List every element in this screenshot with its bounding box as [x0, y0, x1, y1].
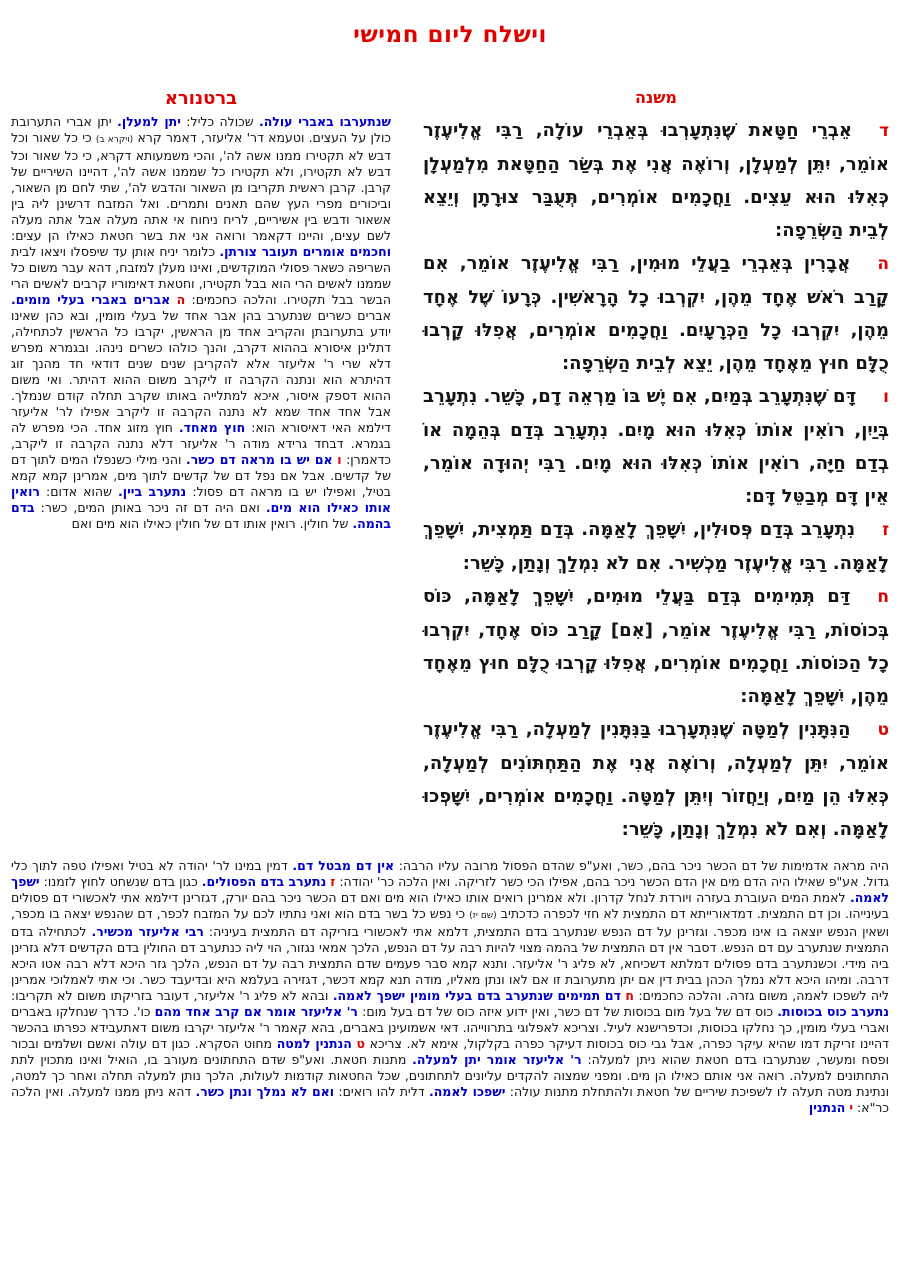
- commentary-text: לאמת המים העוברת בעזרה ויורדת לנחל קדרון. ולא אמרינן רואים אותו כאילו הוא מים ואם דם הכשר ניכר בהם יורק, דגזרינן דילמא אתי לאכשורי דם פסולים בעינייהו. וכן דם התמצית. דמדאורייתא דם התמצית לא חזי לכפרה כדכתיב: [11, 890, 889, 921]
- commentary-text: אברים כשרים שנתערב בהן אבר אחד של בעלי מומין, ובא כהן שאינו יודע בתערובתן והקריב אחד מן הראשין, יקרבו כל הראשין לכתחילה, דתלינן איסורא בההוא דקרב, והנך כולהו כשרים נינהו. ובגמרא מפרש דלא שרי ר' אליעזר אלא להקריבן שנים שנים דודאי חד מהנך זוג דהיתרא הוא ונתנה הקרבה זו ליקרב משום ההוא דהיתר. ואי משום ההוא דספק איסור, איכא למתלייה באותו שקרב תחלה קודם שנמלך. אבל אחד אחד שמא לא נתנה הקרבה זו ליקרב אפילו לר' אליעזר דילמא האי דאיסורא הוא:: [11, 308, 391, 435]
- lemma-heading: דם תמימים שנתערב בדם בעלי מומין ישפך לאמה.: [332, 988, 621, 1003]
- mishnah-section-letter: ה: [877, 254, 889, 274]
- lemma-heading: שנתערבו באברי עולה.: [258, 114, 391, 129]
- lemma-heading: וחכמים אומרים תעובר צורתן.: [219, 244, 391, 259]
- commentary-text: יתן אברי התערובת כולן על העצים. וטעמא דר' אליעזר, דאמר קרא: [11, 114, 391, 145]
- lemma-heading: נתערב כוס בכוסות.: [777, 1004, 889, 1019]
- lemma-heading: בדם בהמה.: [11, 500, 391, 531]
- mishnah-section: [423, 114, 889, 247]
- mishnah-section-text: נִתְעָרֵב בְּדַם פְּסוּלִין, יִשָּׁפֵךְ לָאַמָּה. בְּדַם תַּמְצִית, יִשָּׁפֵךְ לָאַמָּה. רַבִּי אֱלִיעֶזֶר מַכְשִׁיר. אִם לֹא נִמְלַךְ וְנָתַן, כָּשֵׁר:: [423, 519, 889, 574]
- commentary-text: של חולין. רואין אותו דם של חולין כאילו הוא מים ואם: [71, 516, 349, 531]
- lemma-heading: ישפך לאמה.: [11, 874, 889, 905]
- lemma-heading: רבי אליעזר מכשיר.: [91, 924, 204, 939]
- mishnah-header: משנה: [635, 88, 677, 107]
- commentary-text: כו'. כדרך שנחלקו באברים ואברי בעלי מומין, כך נחלקו בכוסות, וכדפרישנא לעיל. וצריכא לאפלוגי בתרווייהו. דאי אשמועינן באברים, בהא קאמר ר' אליעזר יקרבו משום דאתעבידא כפרתו בהכשר דהיינו זריקת דמו שהיא עיקר כפרה, אבל גבי כוס בכוסות דעיקר כפרה בקלקול, אימא לא. צריכא: [11, 1004, 889, 1051]
- lemma-heading: ישפכו לאמה.: [428, 1084, 506, 1099]
- lemma-heading: ואם לא נמלך ונתן כשר.: [195, 1084, 335, 1099]
- mishnah-text: [423, 114, 889, 846]
- bartenura-header: ברטנורא: [164, 88, 238, 109]
- lemma-heading: יתן למעלן.: [117, 114, 181, 129]
- section-letter: ה: [176, 292, 186, 307]
- mishnah-section-text: דַּם תְּמִימִים בְּדַם בַּעֲלֵי מוּמִים, יִשָּׁפֵךְ לָאַמָּה, כּוֹס בְּכוֹסוֹת, רַבִּי אֱלִיעֶזֶר אוֹמֵר, [אִם] קָרַב כּוֹס אֶחָד, יִקְרְבוּ כָל הַכּוֹסוֹת. וַחֲכָמִים אוֹמְרִים, אֲפִלּוּ קָרְבוּ כֻלָּם חוּץ מֵאֶחָד מֵהֶן, יִשָּׁפֵךְ לָאַמָּה:: [423, 586, 889, 707]
- mishnah-section-text: דָּם שֶׁנִּתְעָרֵב בְּמַיִם, אִם יֶשׁ בּוֹ מַרְאֵה דָם, כָּשֵׁר. נִתְעָרֵב בְּיַיִן, רוֹאִין אוֹתוֹ כְּאִלּוּ הוּא מָיִם. נִתְעָרֵב בְּדַם בְּהֵמָה אוֹ בְדַם חַיָּה, רוֹאִין אוֹתוֹ כְּאִלּוּ הוּא מָיִם. רַבִּי יְהוּדָה אוֹמֵר, אֵין דָּם מְבַטֵּל דָּם:: [423, 386, 889, 507]
- lemma-heading: אין דם מבטל דם.: [292, 858, 395, 873]
- lemma-heading: הנתנין: [808, 1100, 846, 1115]
- commentary-text: כגון בדם שנשחט לחוץ לזמנו:: [43, 874, 198, 889]
- mishnah-section-text: אֵבְרֵי חַטָּאת שֶׁנִּתְעָרְבוּ בְּאֵבְרֵי עוֹלָה, רַבִּי אֱלִיעֶזֶר אוֹמֵר, יִתֵּן לְמַעְלָן, וְרוֹאֶה אֲנִי אֶת בְּשַׂר הַחַטָּאת מִלְמַעְלָן כְּאִלּוּ הוּא עֵצִים. וַחֲכָמִים אוֹמְרִים, תְּעֻבַּר צוּרָתָן וְיֵצֵא לְבֵית הַשְּׂרֵפָה:: [423, 120, 889, 241]
- commentary-text: כי נפש כל בשר בדם הוא ואני נתתיו לכם על המזבח לכפר, דם שהנפש יצאה בו מכפר, ושאין הנפש יוצאה בו אינו מכפר. וגזרינן על דם הנפש שנתערב בדם התמצית, דלמא אתי לאכשורי בזריקה דם התמצית בעיניה:: [11, 906, 889, 939]
- commentary-text: היה מראה אדמימות של דם הכשר ניכר בהם, כשר, ואע"פ שהדם הפסול מרובה עליו הרבה:: [398, 858, 889, 873]
- mishnah-section: [423, 513, 889, 580]
- lemma-heading: נתערב בדם הפסולים.: [201, 874, 327, 889]
- page-title: וישלח ליום חמישי: [353, 22, 547, 48]
- verse-citation: (ויקרא ב): [95, 135, 134, 145]
- section-letter: ז: [330, 874, 336, 889]
- lemma-heading: הנתנין למטה: [276, 1036, 352, 1051]
- commentary-text: דמין במינו לר' יהודה לא בטיל ואפילו טפה לתוך כלי גדול. אע"פ שאילו היה הדם מים אין הדם הכשר ניכר בהם, אפילו הכי כשר לזריקה. ואין הלכה כר' יהודה:: [11, 858, 889, 889]
- mishnah-section-text: אֲבָרִין בְּאֵבְרֵי בַעֲלֵי מוּמִין, רַבִּי אֱלִיעֶזֶר אוֹמֵר, אִם קָרַב רֹאשׁ אֶחָד מֵהֶן, יִקְרְבוּ כָל הָרָאשִׁין. כְּרָעוֹ שֶׁל אֶחָד מֵהֶן, יִקְרְבוּ כָל הַכְּרָעָיִם. וַחֲכָמִים אוֹמְרִים, אֲפִלּוּ קָרְבוּ כֻלָּם חוּץ מֵאֶחָד מֵהֶן, יֵצֵא לְבֵית הַשְּׂרֵפָה:: [423, 253, 889, 374]
- verse-citation: (שם יז): [469, 911, 497, 921]
- lemma-heading: ר' אליעזר אומר אם קרב אחד מהם: [154, 1004, 358, 1019]
- mishnah-section-letter: ח: [877, 587, 889, 607]
- lemma-heading: אם יש בו מראה דם כשר.: [185, 452, 333, 467]
- commentary-text: ובהא לא פליג ר' אליעזר, דעובר בזריקתו משום לא תקריבו:: [11, 988, 329, 1003]
- bartenura-column: [11, 88, 391, 532]
- bartenura-column-text: [11, 114, 391, 532]
- mishnah-section: [423, 713, 889, 846]
- lemma-heading: רואין אותו כאילו הוא מים.: [11, 484, 391, 515]
- commentary-text: שכולה כליל:: [186, 114, 254, 129]
- mishnah-section: [423, 380, 889, 513]
- commentary-text: דהא ניתן ממנו למעלה. ואין הלכה כר"א:: [11, 1084, 889, 1115]
- mishnah-section: [423, 580, 889, 713]
- section-letter: ו: [337, 452, 342, 467]
- lemma-heading: ר' אליעזר אומר יתן למעלה.: [412, 1052, 582, 1067]
- commentary-text: חוץ מזוג אחד. הכי מפרש לה בגמרא. דבחד גרידא מודה ר' אליעזר דלא נתנה הקרבה זו ליקרב, כדאמרן:: [11, 420, 392, 467]
- mishnah-column: [423, 88, 889, 846]
- mishnah-section-text: הַנִּתָּנִין לְמַטָּה שֶׁנִּתְעָרְבוּ בַּנִּתָּנִין לְמַעְלָה, רַבִּי אֱלִיעֶזֶר אוֹמֵר, יִתֵּן לְמַעְלָה, וְרוֹאֶה אֲנִי אֶת הַתַּחְתּוֹנִים לְמַעְלָה, כְּאִלּוּ הֵן מַיִם, וְיַחֲזוֹר וְיִתֵּן לְמַטָּה. וַחֲכָמִים אוֹמְרִים, יִשָּׁפְכוּ לָאַמָּה. וְאִם לֹא נִמְלַךְ וְנָתַן, כָּשֵׁר:: [423, 719, 889, 840]
- commentary-text: שהוא אדום:: [45, 484, 112, 499]
- commentary-text: לכתחילה בדם התמצית שנתערב עם דם הנפש. דסבר אין דם התמצית של בהמה מצוי להיות רבה על דם הנפש, הלכך אמאי נגזור, הוי ליה כנתערב דם החולין בדם הקדשים דלא גזרינן ביה מידי. וכשנתערב בדם פסולים דמלתא דשכיחא, לא פליג ר' אליעזר. ותנא קמא סבר פעמים שדם התמצית רבה על דם הנפש, הלכך גזר היכא דלא רבה אטו היכא דרבה. ומיהו היכא דלא נמלך הכהן בבית דין אם יתן מתערובת זו אם לאו ונתן מאליו, מודה תנא קמא דכשר, דגזירה בעלמא היא ובדיעבד כשר. וכי אתי לאמלוכי אמרינן ליה לשפכו לאמה, משום גזרה. והלכה כחכמים:: [11, 924, 889, 1003]
- mishnah-section-letter: ד: [879, 121, 889, 141]
- lemma-heading: נתערב ביין.: [118, 484, 187, 499]
- commentary-text: מתנות חטאת. ואע"פ שדם התחתונים מעורב בו, הואיל ואינו מתכוין לתת התחתונים למעלה. רואה אני אותם כאילו הן מים. ומפני שמצוה להקדים עליונים לתחתונים, שכל החטאות קודמות לעולות, הלכך נותן למעלה תחלה ואחר כך למטה, ונתינת מטה תעלה לו לשפיכת שיריים של חטאת ולהתחלת מתנות עולה:: [11, 1052, 890, 1099]
- commentary-text: ואם היה דם זה ניכר באותן המים, כשר:: [40, 500, 260, 515]
- commentary-text: כלומר יניח אותן עד שיפסלו ויצאו לבית השריפה כשאר פסולי המוקדשים, ואינו מעלן למזבח, דהא עבר משום כל שממנו לאשים הרי הוא בבל תקטירו, וחטאת דאימוריו קרבים לאשים הרי הבשר בבל תקטירו. והלכה כחכמים:: [11, 244, 391, 307]
- mishnah-section-letter: ז: [882, 520, 889, 540]
- bartenura-bottom-text: [0, 858, 900, 1116]
- commentary-text: כי כל שאור וכל דבש לא תקטירו ממנו אשה לה', והכי משמעותא דקרא, כי כל שאור וכל דבש לא תקטירו, ולא תקטירו כל שממנו אשה לה', דהיינו השיריים של קרבן. קרבן ראשית תקריבו מן השאור והדבש לה', שתי לחם מן השאור, וביכורים מפרי העץ שהם תאנים ותמרים. ואל המזבח דרשינן ליה בין אשאור ודבש בין אשיריים, לריח ניחוח אי אתה מעלה אבל אתה מעלה לשם עצים, והיינו דקאמר ורואה אני את בשר חטאת כאילו הן עצים:: [11, 130, 391, 243]
- two-column-layout: [0, 88, 900, 846]
- lemma-heading: חוץ מאחד.: [178, 420, 246, 435]
- mishnah-section-letter: ט: [877, 720, 889, 740]
- commentary-text: מחוט הסקרא. כגון דם עולה ואשם ושלמים ובכור ופסח ומעשר, שנתערבו בדם חטאת שהוא ניתן למעלה:: [11, 1036, 889, 1067]
- mishnah-section: [423, 247, 889, 380]
- section-letter: ח: [625, 988, 634, 1003]
- section-letter: י: [849, 1100, 854, 1115]
- commentary-text: דלית להו רואים:: [338, 1084, 425, 1099]
- lemma-heading: אברים באברי בעלי מומים.: [11, 292, 171, 307]
- section-letter: ט: [356, 1036, 366, 1051]
- commentary-text: כוס דם של בעל מום בכוסות של דם כשר, ואין ידוע איזה כוס של דם בעל מום:: [362, 1004, 774, 1019]
- mishnah-section-letter: ו: [883, 387, 889, 407]
- commentary-text: והני מילי כשנפלו המים לתוך דם של קדשים. אבל אם נפל דם של קדשים לתוך מים, אמרינן קמא קמא בטיל, ואפילו יש בו מראה דם פסול:: [11, 452, 391, 499]
